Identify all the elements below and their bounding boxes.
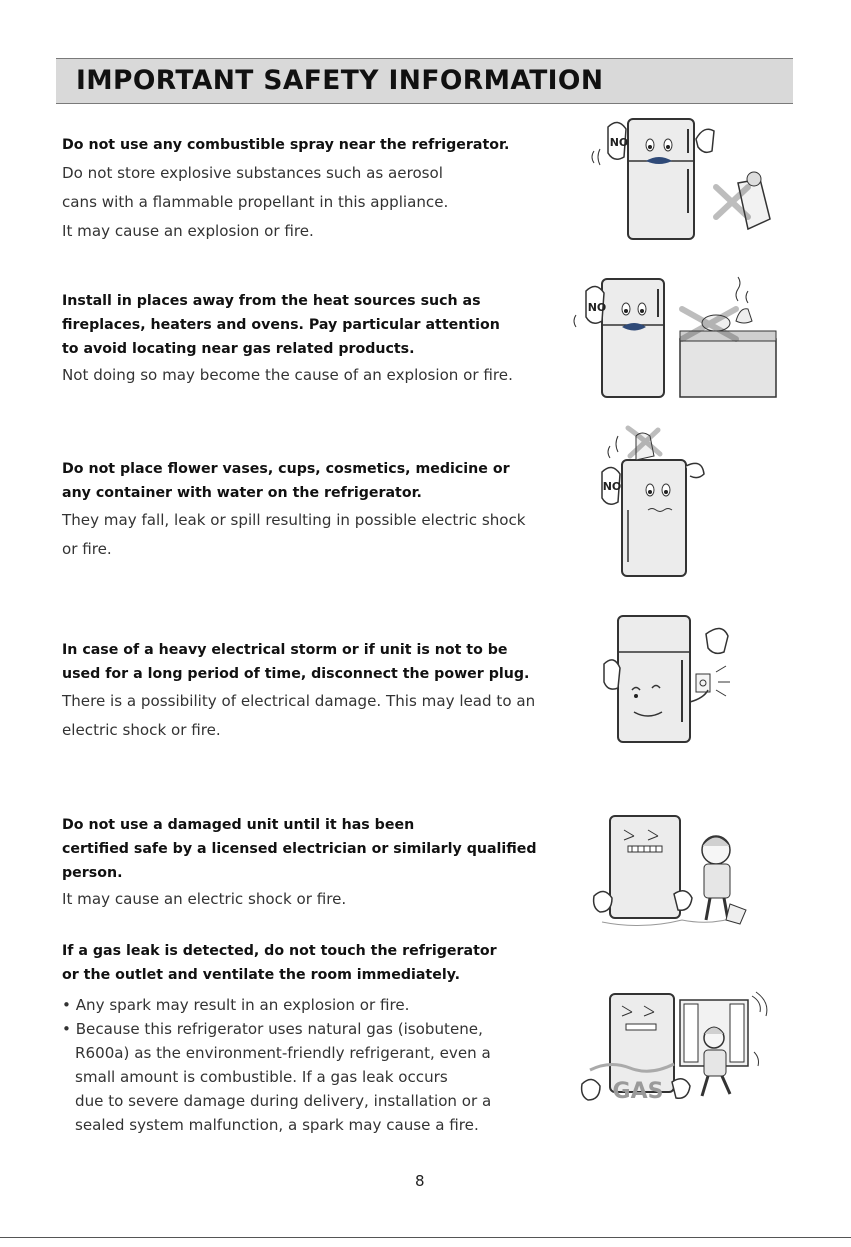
item-heading: Install in places away from the heat sources such as bbox=[62, 293, 481, 309]
item-heading: Do not use any combustible spray near the refrigerator. bbox=[62, 137, 510, 153]
safety-item-electrical-storm bbox=[62, 638, 572, 745]
safety-item-damaged-unit bbox=[62, 813, 572, 914]
page-title: IMPORTANT SAFETY INFORMATION bbox=[76, 65, 604, 96]
safety-item-containers-on-top bbox=[62, 457, 572, 564]
item-body-line: Do not store explosive substances such as aerosol bbox=[62, 164, 443, 182]
bullet-item: • Because this refrigerator uses natural gas (isobutene, bbox=[62, 1020, 483, 1038]
item-heading: Do not use a damaged unit until it has been bbox=[62, 817, 415, 833]
gas-label: GAS bbox=[612, 1079, 664, 1104]
refrigerator-technician-icon bbox=[588, 810, 758, 936]
section-header bbox=[56, 58, 793, 104]
item-heading: In case of a heavy electrical storm or if unit is not to be bbox=[62, 642, 508, 658]
item-heading: fireplaces, heaters and ovens. Pay particular attention bbox=[62, 317, 500, 333]
refrigerator-vase-on-top-warning-icon bbox=[598, 422, 716, 580]
item-body-line: It may cause an electric shock or fire. bbox=[62, 890, 347, 908]
bullet-continuation: due to severe damage during delivery, installation or a bbox=[75, 1092, 492, 1110]
item-heading: certified safe by a licensed electrician or similarly qualified bbox=[62, 841, 537, 857]
item-body-line: It may cause an explosion or fire. bbox=[62, 222, 314, 240]
refrigerator-stove-warning-icon bbox=[570, 273, 784, 401]
badge-label: NO bbox=[587, 301, 607, 314]
bottom-rule bbox=[0, 1237, 851, 1238]
item-heading: Do not place flower vases, cups, cosmetics, medicine or bbox=[62, 461, 510, 477]
safety-item-heat-sources bbox=[62, 289, 572, 390]
item-body-line: There is a possibility of electrical damage. This may lead to an bbox=[62, 692, 536, 710]
badge-label: NO bbox=[602, 480, 622, 493]
item-heading: any container with water on the refrigerator. bbox=[62, 485, 422, 501]
item-body-line: or fire. bbox=[62, 540, 112, 558]
bullet-continuation: small amount is combustible. If a gas leak occurs bbox=[75, 1068, 448, 1086]
page-number: 8 bbox=[415, 1172, 425, 1190]
bullet-continuation: R600a) as the environment-friendly refrigerant, even a bbox=[75, 1044, 491, 1062]
item-heading: If a gas leak is detected, do not touch the refrigerator bbox=[62, 943, 497, 959]
badge-label: NO bbox=[609, 136, 629, 149]
bullet-item: • Any spark may result in an explosion or fire. bbox=[62, 996, 410, 1014]
item-heading: or the outlet and ventilate the room immediately. bbox=[62, 967, 461, 983]
item-body-line: Not doing so may become the cause of an explosion or fire. bbox=[62, 366, 513, 384]
refrigerator-unplug-icon bbox=[596, 612, 746, 744]
item-body-line: electric shock or fire. bbox=[62, 721, 221, 739]
bullet-continuation: sealed system malfunction, a spark may cause a fire. bbox=[75, 1116, 479, 1134]
refrigerator-spray-can-warning-icon bbox=[588, 113, 784, 245]
item-heading: used for a long period of time, disconnect the power plug. bbox=[62, 666, 530, 682]
item-heading: person. bbox=[62, 865, 123, 881]
safety-item-combustible-spray bbox=[62, 133, 572, 246]
item-body-line: They may fall, leak or spill resulting in possible electric shock bbox=[62, 511, 526, 529]
item-heading: to avoid locating near gas related products. bbox=[62, 341, 415, 357]
refrigerator-gas-leak-window-icon bbox=[576, 990, 772, 1112]
item-body-line: cans with a flammable propellant in this appliance. bbox=[62, 193, 449, 211]
safety-item-gas-leak bbox=[62, 939, 572, 1137]
